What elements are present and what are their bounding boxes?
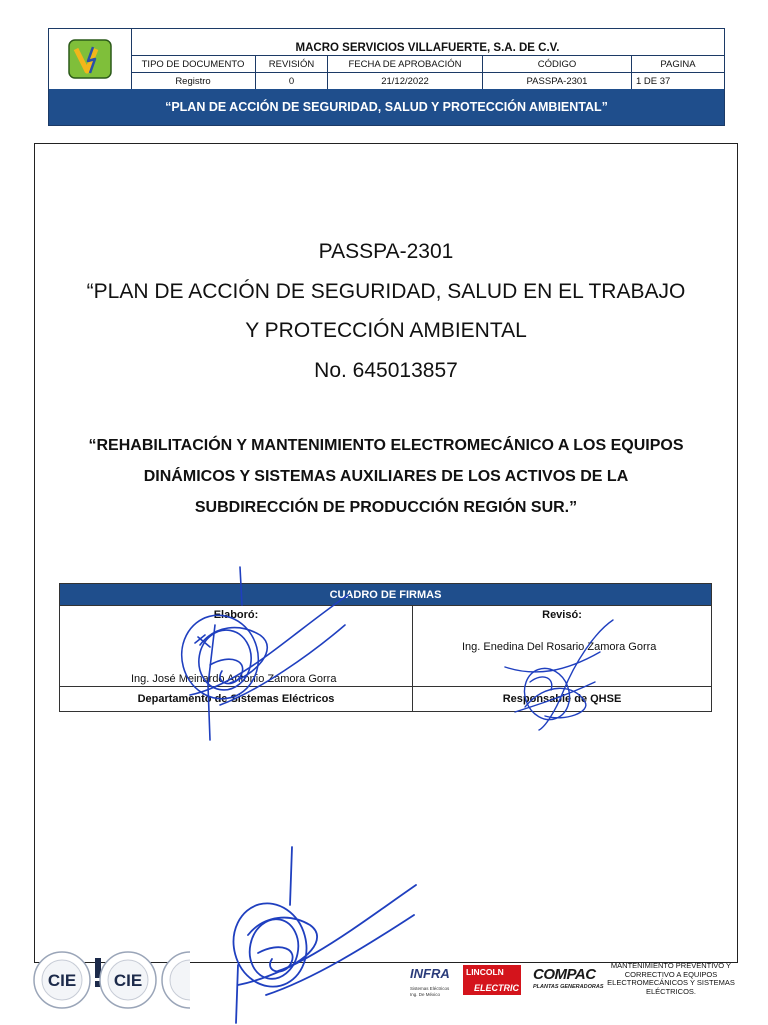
meta-header-tipo: TIPO DE DOCUMENTO [131,55,255,72]
lincoln-bottom: ELECTRIC [474,983,519,993]
iso-9001-cert-icon [32,950,92,1010]
cover-frame [34,143,738,963]
iso-45001-cert-icon [160,950,190,1010]
meta-header-codigo: CÓDIGO [482,55,631,72]
document-meta-table [131,55,724,89]
meta-value-fecha: 21/12/2022 [327,72,482,89]
cert-label-1: CIE [47,971,77,990]
document-title [35,232,737,390]
title-number: No. 645013857 [314,358,458,382]
infra-subtitle-1: Sistemas Eléctricos [410,986,450,991]
reviso-cell [412,605,711,686]
meta-value-pagina: 1 DE 37 [631,72,724,89]
elaboro-name: Ing. José Meinardo Antonio Zamora Gorra [131,673,337,685]
lincoln-electric-logo [463,965,521,995]
iso-14001-cert-icon [98,950,158,1010]
elaboro-cell [60,605,412,686]
meta-header-pagina: PAGINA [631,55,724,72]
reviso-name: Ing. Enedina Del Rosario Zamora Gorra [462,641,657,653]
meta-value-revision: 0 [255,72,327,89]
company-name: MACRO SERVICIOS VILLAFUERTE, S.A. DE C.V. [295,42,560,54]
reviso-label: Revisó: [542,609,582,621]
document-header [48,28,725,126]
header-banner: “PLAN DE ACCIÓN DE SEGURIDAD, SALUD Y PROTECCIÓN AMBIENTAL” [49,89,724,125]
title-code: PASSPA-2301 [318,240,454,263]
project-line-1: “REHABILITACIÓN Y MANTENIMIENTO ELECTROMECÁNICO A LOS EQUIPOS [88,437,684,454]
department-row [60,686,711,711]
meta-header-revision: REVISIÓN [255,55,327,72]
signature-table-heading: CUADRO DE FIRMAS [60,584,711,605]
signature-table [59,583,712,712]
meta-header-fecha: FECHA DE APROBACIÓN [327,55,482,72]
lincoln-top: LINCOLN [466,967,504,977]
title-line-2: Y PROTECCIÓN AMBIENTAL [245,319,527,342]
title-line-1: “PLAN DE ACCIÓN DE SEGURIDAD, SALUD EN EL TRABAJO [86,279,686,303]
project-line-2: DINÁMICOS Y SISTEMAS AUXILIARES DE LOS ACTIVOS DE LA [143,468,629,485]
compac-logo: COMPAC [533,966,596,983]
meta-value-codigo: PASSPA-2301 [482,72,631,89]
reviso-department: Responsable de QHSE [412,686,711,711]
infra-subtitle [410,986,449,998]
meta-value-tipo: Registro [131,72,255,89]
cert-label-2: CIE [113,971,143,990]
compac-subtitle: PLANTAS GENERADORAS [533,984,604,990]
company-logo [49,29,132,89]
infra-subtitle-2: Ing. De México [410,992,441,997]
company-logo-icon [66,37,114,81]
elaboro-department: Departamento de Sistemas Eléctricos [60,686,412,711]
infra-logo: INFRA [410,966,450,981]
project-title [55,430,717,523]
elaboro-label: Elaboró: [213,609,259,621]
service-description: MANTENIMIENTO PREVENTIVO Y CORRECTIVO A EQUIPOS ELECTROMECÁNICOS Y SISTEMAS ELÉCTRICOS. [607,961,735,996]
signature-row [60,605,711,686]
project-line-3: SUBDIRECCIÓN DE PRODUCCIÓN REGIÓN SUR.” [194,499,578,516]
